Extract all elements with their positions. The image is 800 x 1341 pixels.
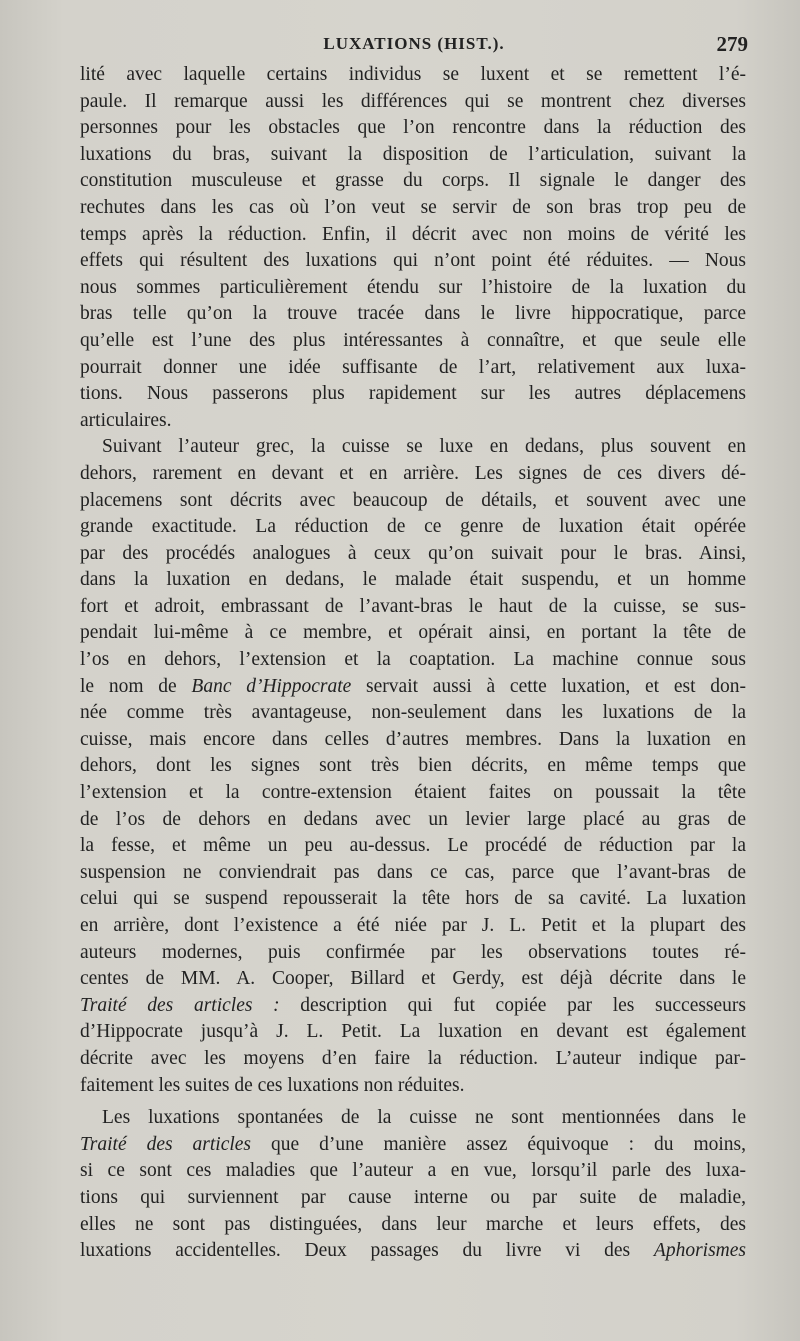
text-line	[80, 1238, 746, 1265]
page-header	[80, 34, 748, 60]
text-line: paule. Il remarque aussi les différences qui se montrent chez diverses	[80, 90, 746, 112]
text-line: l’os en dehors, l’extension et la coaptation. La machine connue sous	[80, 649, 746, 671]
text-line: auteurs modernes, puis confirmée par les observations toutes ré-	[80, 941, 746, 963]
text-line: faitement les suites de ces luxations non réduites.	[80, 1074, 465, 1096]
italic-title: Banc d’Hippocrate	[191, 675, 352, 697]
text-line: en arrière, dont l’existence a été niée par J. L. Petit et la plupart des	[80, 915, 746, 936]
text-line: cuisse, mais encore dans celles d’autres membres. Dans la luxation en	[80, 728, 746, 750]
text-line: née comme très avantageuse, non-seulement dans les luxations de la	[80, 702, 746, 724]
text-line: elles ne sont pas distinguées, dans leur marche et leurs effets, des	[80, 1213, 746, 1235]
text-line: constitution musculeuse et grasse du corps. Il signale le danger des	[80, 170, 746, 192]
text-run: que d’une manière assez équivoque : du moins,	[251, 1133, 746, 1155]
paragraph-3	[80, 1105, 746, 1265]
italic-title: Traité des articles :	[80, 994, 280, 1016]
text-line: si ce sont ces maladies que l’auteur a en vue, lorsqu’il parle des luxa-	[80, 1160, 746, 1182]
text-run: luxations accidentelles. Deux passages du livre vi des	[80, 1240, 654, 1262]
text-line	[80, 674, 746, 701]
text-line: de l’os de dehors en dedans avec un levier large placé au gras de	[80, 808, 746, 830]
text-line: Suivant l’auteur grec, la cuisse se luxe en dedans, plus souvent en	[102, 436, 746, 458]
text-line: décrite avec les moyens d’en faire la réduction. L’auteur indique par-	[80, 1047, 746, 1069]
italic-title: Traité des articles	[80, 1133, 252, 1155]
text-line: par des procédés analogues à ceux qu’on suivait pour le bras. Ainsi,	[80, 542, 746, 564]
text-line: tions. Nous passerons plus rapidement sur les autres déplacemens	[80, 383, 746, 405]
text-line: suspension ne conviendrait pas dans ce cas, parce que l’avant-bras de	[80, 861, 746, 883]
text-line	[80, 1132, 746, 1159]
paragraph-2	[80, 434, 746, 1099]
text-line: grande exactitude. La réduction de ce genre de luxation était opérée	[80, 516, 746, 538]
text-line: bras telle qu’on la trouve tracée dans le livre hippocratique, parce	[80, 303, 746, 325]
text-line: l’extension et la contre-extension étaient faites on poussait la tête	[80, 782, 746, 804]
text-line: rechutes dans les cas où l’on veut se servir de son bras trop peu de	[80, 196, 746, 218]
text-line: dehors, dont les signes sont très bien décrits, en même temps que	[80, 755, 746, 777]
text-line: Les luxations spontanées de la cuisse ne sont mentionnées dans le	[102, 1107, 746, 1129]
running-title: LUXATIONS (HIST.).	[323, 34, 505, 53]
text-line: pourrait donner une idée suffisante de l’art, relativement aux luxa-	[80, 356, 746, 378]
text-line: articulaires.	[80, 409, 172, 431]
text-line: fort et adroit, embrassant de l’avant-bras le haut de la cuisse, se sus-	[80, 595, 746, 617]
text-line: luxations du bras, suivant la disposition de l’articulation, suivant la	[80, 143, 746, 165]
page-number: 279	[716, 32, 748, 56]
text-line: centes de MM. A. Cooper, Billard et Gerdy, est déjà décrite dans le	[80, 968, 746, 990]
text-line: nous sommes particulièrement étendu sur l’histoire de la luxation du	[80, 276, 746, 298]
paragraph-1	[80, 62, 746, 434]
italic-title: Aphorismes	[653, 1240, 746, 1262]
text-line: pendait lui-même à ce membre, et opérait ainsi, en portant la tête de	[80, 622, 746, 644]
text-line: qu’elle est l’une des plus intéressantes à connaître, et que seule elle	[80, 329, 746, 351]
text-line: placemens sont décrits avec beaucoup de détails, et souvent avec une	[80, 489, 746, 511]
text-run: le nom de	[80, 675, 192, 697]
text-line: effets qui résultent des luxations qui n’ont point été réduites. — Nous	[80, 250, 746, 272]
text-line: dehors, rarement en devant et en arrière. Les signes de ces divers dé-	[80, 462, 746, 484]
text-line	[80, 993, 746, 1020]
text-line: dans la luxation en dedans, le malade était suspendu, et un homme	[80, 569, 746, 591]
text-line: temps après la réduction. Enfin, il décrit avec non moins de vérité les	[80, 223, 746, 245]
text-line: tions qui surviennent par cause interne ou par suite de maladie,	[80, 1186, 746, 1208]
text-line: personnes pour les obstacles que l’on rencontre dans la réduction des	[80, 117, 746, 139]
text-run: description qui fut copiée par les successeurs	[279, 994, 747, 1016]
text-line: la fesse, et même un peu au-dessus. Le procédé de réduction par la	[80, 835, 746, 857]
text-line: lité avec laquelle certains individus se luxent et se remettent l’é-	[80, 64, 746, 85]
body-text	[80, 62, 746, 1265]
text-line: d’Hippocrate jusqu’à J. L. Petit. La luxation en devant est également	[80, 1021, 746, 1043]
text-run: servait aussi à cette luxation, et est don-	[351, 675, 746, 697]
text-line: celui qui se suspend repousserait la tête hors de sa cavité. La luxation	[80, 888, 746, 910]
